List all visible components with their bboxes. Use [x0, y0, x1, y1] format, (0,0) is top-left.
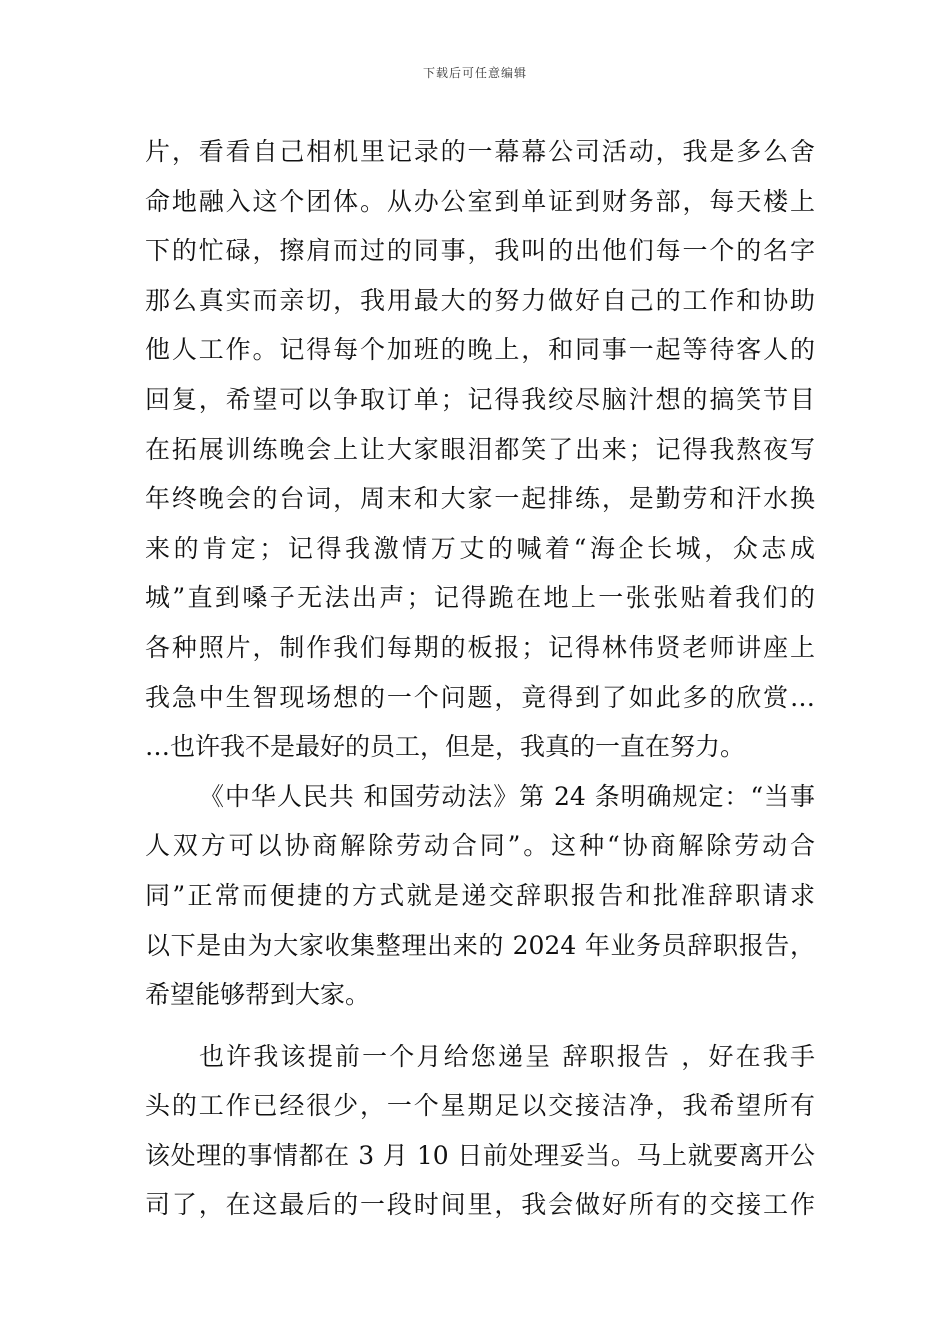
paragraph — [145, 772, 815, 1020]
text-line: …也许我不是最好的员工，但是，我真的一直在努力。 — [145, 732, 746, 762]
text-line: 下的忙碌，擦肩而过的同事，我叫的出他们每一个的名字 — [145, 236, 815, 266]
text-line: 头的工作已经很少，一个星期足以交接洁净，我希望所有 — [145, 1091, 815, 1121]
text-line: 我急中生智现场想的一个问题，竟得到了如此多的欣赏… — [145, 682, 815, 712]
paragraph — [145, 1032, 815, 1230]
text-line: 司了，在这最后的一段时间里，我会做好所有的交接工作 — [145, 1190, 815, 1220]
text-line: 各种照片，制作我们每期的板报；记得林伟贤老师讲座上 — [145, 632, 815, 662]
paragraph-gap — [145, 1020, 815, 1032]
paragraph — [145, 127, 815, 772]
text-line: 来的肯定；记得我激情万丈的喊着“海企长城，众志成 — [145, 533, 815, 563]
text-line: 片，看看自己相机里记录的一幕幕公司活动，我是多么舍 — [145, 137, 815, 166]
text-line: 年终晚会的台词，周末和大家一起排练，是勤劳和汗水换 — [145, 484, 815, 514]
text-line: 《中华人民共 和国劳动法》第 24 条明确规定：“当事 — [199, 781, 815, 811]
text-line: 他人工作。记得每个加班的晚上，和同事一起等待客人的 — [145, 335, 815, 365]
text-line: 在拓展训练晚会上让大家眼泪都笑了出来；记得我熬夜写 — [145, 434, 815, 464]
text-line: 人双方可以协商解除劳动合同”。这种“协商解除劳动合 — [145, 831, 815, 861]
text-line: 城”直到嗓子无法出声；记得跪在地上一张张贴着我们的 — [145, 583, 815, 613]
text-line: 同”正常而便捷的方式就是递交辞职报告和批准辞职请求 — [145, 880, 815, 910]
text-line: 该处理的事情都在 3 月 10 日前处理妥当。马上就要离开公 — [145, 1140, 815, 1170]
text-line: 也许我该提前一个月给您递呈 辞职报告 ，好在我手 — [199, 1041, 815, 1071]
text-line: 回复，希望可以争取订单；记得我绞尽脑汁想的搞笑节目 — [145, 384, 815, 414]
page-header: 下载后可任意编辑 — [422, 66, 527, 80]
text-line: 那么真实而亲切，我用最大的努力做好自己的工作和协助 — [145, 285, 815, 315]
text-line: 命地融入这个团体。从办公室到单证到财务部，每天楼上 — [145, 186, 815, 216]
document-body — [145, 127, 815, 1230]
text-line: 希望能够帮到大家。 — [145, 980, 371, 1010]
text-line: 以下是由为大家收集整理出来的 2024 年业务员辞职报告， — [145, 930, 815, 960]
